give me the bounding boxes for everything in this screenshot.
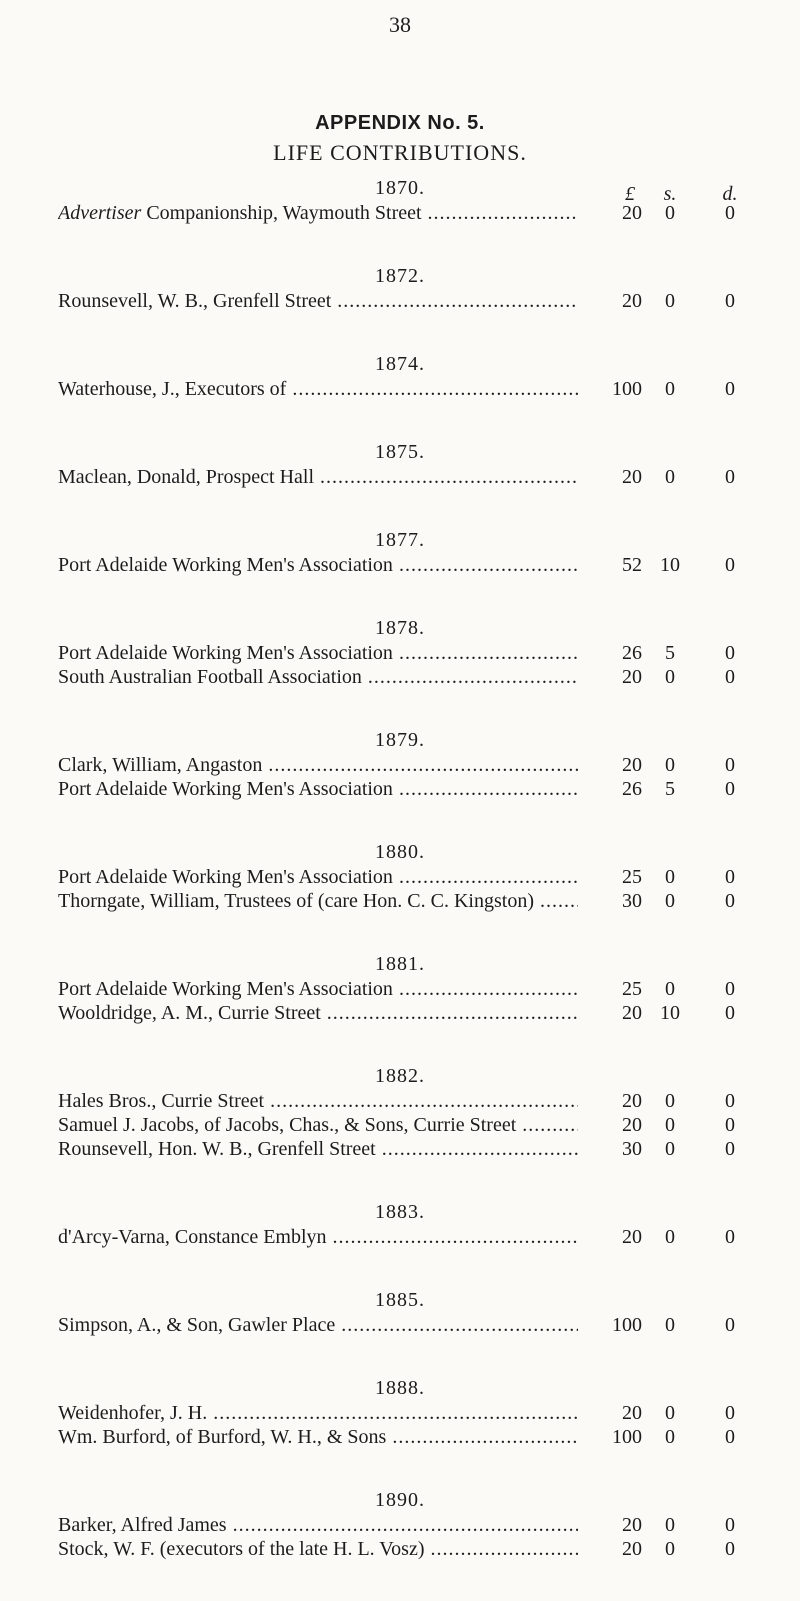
amount-pence: 0	[725, 554, 735, 576]
amount-pounds: 20	[622, 754, 642, 776]
amount-pounds: 20	[622, 1402, 642, 1424]
amount-shillings: 5	[665, 778, 675, 800]
amount-shillings: 0	[665, 1226, 675, 1248]
amount-shillings: 5	[665, 642, 675, 664]
amount-pounds: 30	[622, 1138, 642, 1160]
amount-pounds: 20	[622, 1114, 642, 1136]
amount-pence: 0	[725, 1426, 735, 1448]
amount-pence: 0	[725, 466, 735, 488]
amount-pounds: 20	[622, 1090, 642, 1112]
contributions-ledger	[0, 177, 800, 1601]
contributor-name	[58, 1313, 578, 1337]
section-title: LIFE CONTRIBUTIONS.	[273, 140, 527, 165]
contribution-row	[0, 1313, 800, 1337]
contribution-row	[0, 1513, 800, 1537]
amount-shillings: 0	[665, 1138, 675, 1160]
amount-pounds: 20	[622, 1226, 642, 1248]
contributor-name	[58, 1537, 578, 1561]
year-heading: 1879.	[375, 729, 425, 751]
amount-pence: 0	[725, 202, 735, 224]
contributor-name	[58, 1401, 578, 1425]
amount-shillings: 0	[665, 1314, 675, 1336]
contributor-name	[58, 1001, 578, 1025]
contributor-name	[58, 1137, 578, 1161]
year-heading: 1880.	[375, 841, 425, 863]
amount-pence: 0	[725, 1538, 735, 1560]
amount-pence: 0	[725, 890, 735, 912]
contributor-name-text: d'Arcy-Varna, Constance Emblyn	[58, 1226, 327, 1248]
contributor-name-text: Companionship, Waymouth Street	[141, 202, 422, 224]
amount-pence: 0	[725, 978, 735, 1000]
contribution-row	[0, 377, 800, 401]
pence-column-header: d.	[722, 183, 738, 205]
contribution-row	[0, 1401, 800, 1425]
contributor-name-text: Port Adelaide Working Men's Association	[58, 554, 393, 576]
contribution-row	[0, 1001, 800, 1025]
contributor-name	[58, 1225, 578, 1249]
amount-pence: 0	[725, 866, 735, 888]
amount-pence: 0	[725, 1314, 735, 1336]
contributor-name-text: Port Adelaide Working Men's Association	[58, 978, 393, 1000]
amount-shillings: 10	[660, 1002, 680, 1024]
amount-pounds: 20	[622, 666, 642, 688]
contributor-name	[58, 289, 578, 313]
amount-pence: 0	[725, 1514, 735, 1536]
contributor-name-text: Hales Bros., Currie Street	[58, 1090, 265, 1112]
year-heading: 1878.	[375, 617, 425, 639]
amount-shillings: 0	[665, 202, 675, 224]
amount-pounds: 20	[622, 290, 642, 312]
amount-pence: 0	[725, 1138, 735, 1160]
contributor-name-text: Thorngate, William, Trustees of (care Hon. C. C. Kingston)	[58, 890, 534, 912]
contributor-name	[58, 889, 578, 913]
contribution-row	[0, 777, 800, 801]
amount-pounds: 26	[622, 778, 642, 800]
contribution-row	[0, 1425, 800, 1449]
year-heading: 1881.	[375, 953, 425, 975]
contributor-name	[58, 465, 578, 489]
contributor-name-text: Barker, Alfred James	[58, 1514, 227, 1536]
year-heading: 1882.	[375, 1065, 425, 1087]
contributor-name-text: Samuel J. Jacobs, of Jacobs, Chas., & Sons, Currie Street	[58, 1114, 517, 1136]
contribution-row	[0, 865, 800, 889]
contribution-row	[0, 1225, 800, 1249]
year-heading: 1875.	[375, 441, 425, 463]
amount-pounds: 25	[622, 866, 642, 888]
contribution-row	[0, 201, 800, 225]
amount-shillings: 0	[665, 1538, 675, 1560]
amount-shillings: 0	[665, 1514, 675, 1536]
contributor-name	[58, 1425, 578, 1449]
amount-pence: 0	[725, 1002, 735, 1024]
contribution-row	[0, 753, 800, 777]
amount-shillings: 0	[665, 666, 675, 688]
amount-pounds: 100	[612, 378, 642, 400]
amount-shillings: 0	[665, 1090, 675, 1112]
contribution-row	[0, 1537, 800, 1561]
amount-pounds: 20	[622, 466, 642, 488]
contributor-name	[58, 665, 578, 689]
contributor-name-text: Simpson, A., & Son, Gawler Place	[58, 1314, 336, 1336]
amount-pence: 0	[725, 1090, 735, 1112]
contribution-row	[0, 289, 800, 313]
contributor-name	[58, 1513, 578, 1537]
contribution-row	[0, 665, 800, 689]
contributor-name-text: Wooldridge, A. M., Currie Street	[58, 1002, 321, 1024]
year-heading: 1885.	[375, 1289, 425, 1311]
contribution-row	[0, 1089, 800, 1113]
year-heading: 1890.	[375, 1489, 425, 1511]
appendix-title: APPENDIX No. 5.	[315, 112, 485, 134]
amount-pounds: 20	[622, 202, 642, 224]
amount-pence: 0	[725, 642, 735, 664]
contributor-name	[58, 201, 578, 225]
amount-pounds: 20	[622, 1514, 642, 1536]
contributor-name-text: South Australian Football Association	[58, 666, 362, 688]
contributor-name-text: Port Adelaide Working Men's Association	[58, 642, 393, 664]
amount-pounds: 25	[622, 978, 642, 1000]
contribution-row	[0, 553, 800, 577]
year-heading: 1877.	[375, 529, 425, 551]
amount-pence: 0	[725, 290, 735, 312]
contribution-row	[0, 641, 800, 665]
amount-pounds: 20	[622, 1002, 642, 1024]
contributor-name	[58, 641, 578, 665]
amount-pounds: 26	[622, 642, 642, 664]
amount-pounds: 30	[622, 890, 642, 912]
amount-shillings: 0	[665, 890, 675, 912]
contribution-row	[0, 977, 800, 1001]
contributor-name	[58, 1113, 578, 1137]
amount-shillings: 0	[665, 978, 675, 1000]
year-heading: 1883.	[375, 1201, 425, 1223]
amount-pence: 0	[725, 1114, 735, 1136]
amount-shillings: 0	[665, 1426, 675, 1448]
amount-shillings: 0	[665, 1114, 675, 1136]
amount-shillings: 0	[665, 466, 675, 488]
contributor-name-text: Stock, W. F. (executors of the late H. L. Vosz)	[58, 1538, 425, 1560]
contributor-name	[58, 377, 578, 401]
amount-shillings: 0	[665, 290, 675, 312]
page-number: 38	[389, 12, 411, 37]
contributor-name-text: Maclean, Donald, Prospect Hall	[58, 466, 315, 488]
amount-pence: 0	[725, 1226, 735, 1248]
amount-pence: 0	[725, 754, 735, 776]
contributor-name	[58, 1089, 578, 1113]
contributor-name-text: Port Adelaide Working Men's Association	[58, 866, 393, 888]
contributor-name-text: Waterhouse, J., Executors of	[58, 378, 287, 400]
contributor-name-text: Port Adelaide Working Men's Association	[58, 778, 393, 800]
contributor-name	[58, 753, 578, 777]
year-heading: 1888.	[375, 1377, 425, 1399]
amount-pounds: 100	[612, 1426, 642, 1448]
year-heading: 1874.	[375, 353, 425, 375]
contributor-name	[58, 777, 578, 801]
amount-pounds: 52	[622, 554, 642, 576]
amount-shillings: 0	[665, 1402, 675, 1424]
contribution-row	[0, 889, 800, 913]
amount-shillings: 10	[660, 554, 680, 576]
amount-pounds: 20	[622, 1538, 642, 1560]
contributor-name	[58, 977, 578, 1001]
contributor-name-text: Wm. Burford, of Burford, W. H., & Sons	[58, 1426, 387, 1448]
contribution-row	[0, 1113, 800, 1137]
contributor-name	[58, 553, 578, 577]
amount-shillings: 0	[665, 378, 675, 400]
amount-pence: 0	[725, 1402, 735, 1424]
amount-pence: 0	[725, 378, 735, 400]
contributor-name-text: Rounsevell, W. B., Grenfell Street	[58, 290, 332, 312]
contribution-row	[0, 1137, 800, 1161]
pounds-column-header: £	[625, 183, 635, 205]
amount-pence: 0	[725, 666, 735, 688]
amount-pounds: 100	[612, 1314, 642, 1336]
contributor-name-text: Weidenhofer, J. H.	[58, 1402, 208, 1424]
contribution-row	[0, 465, 800, 489]
amount-shillings: 0	[665, 754, 675, 776]
shillings-column-header: s.	[663, 183, 677, 205]
contributor-name	[58, 865, 578, 889]
contributor-name-italic: Advertiser	[58, 202, 142, 224]
year-heading: 1872.	[375, 265, 425, 287]
amount-pence: 0	[725, 778, 735, 800]
year-heading: 1870.	[375, 177, 425, 199]
contributor-name-text: Rounsevell, Hon. W. B., Grenfell Street	[58, 1138, 376, 1160]
contributor-name-text: Clark, William, Angaston	[58, 754, 263, 776]
amount-shillings: 0	[665, 866, 675, 888]
